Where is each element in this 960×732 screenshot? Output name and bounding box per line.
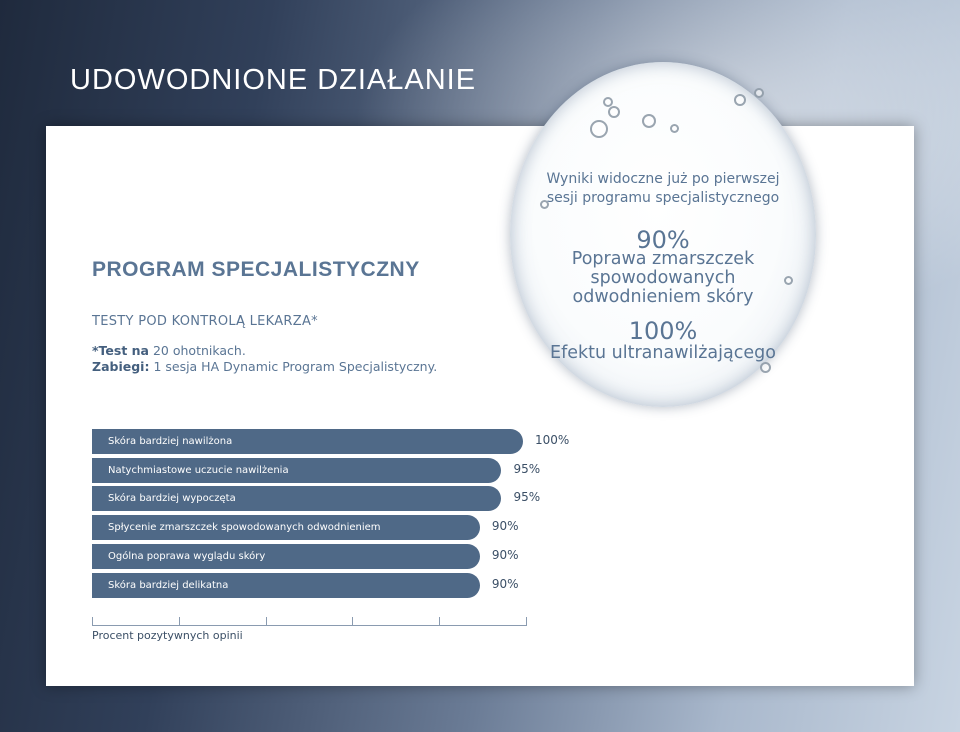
- x-axis-line: [92, 625, 526, 626]
- test-note: [92, 343, 246, 358]
- program-title: PROGRAM SPECJALISTYCZNY: [92, 258, 420, 281]
- water-drop: [603, 97, 613, 107]
- chart-bar-label: Skóra bardziej delikatna: [108, 580, 229, 591]
- treatment-note: [92, 359, 437, 374]
- water-drop: [734, 94, 746, 106]
- water-drop: [670, 124, 679, 133]
- x-axis-tick: [439, 617, 440, 626]
- tests-caption: TESTY POD KONTROLĄ LEKARZA*: [92, 314, 318, 329]
- stat-hydration-value: 100%: [628, 317, 698, 345]
- chart-value-label: 95%: [513, 462, 541, 476]
- water-drop: [754, 88, 764, 98]
- stat-wrinkles-line: Poprawa zmarszczek: [571, 249, 755, 269]
- x-axis-tick: [352, 617, 353, 626]
- chart-bar-label: Skóra bardziej nawilżona: [108, 436, 233, 447]
- stat-wrinkles-line: spowodowanych: [590, 268, 736, 288]
- stat-wrinkles-description: [510, 250, 816, 307]
- chart-bar-label: Ogólna poprawa wyglądu skóry: [108, 551, 266, 562]
- x-axis-tick: [526, 617, 527, 626]
- treatment-note-label: Zabiegi:: [92, 359, 150, 374]
- bubble-intro: [510, 170, 816, 208]
- stat-wrinkles-line: odwodnieniem skóry: [572, 287, 754, 307]
- chart-bar-label: Natychmiastowe uczucie nawilżenia: [108, 465, 289, 476]
- chart-value-label: 90%: [491, 548, 519, 562]
- water-drop: [608, 106, 620, 118]
- test-note-value: 20 ohotnikach.: [152, 343, 246, 358]
- x-axis-label: Procent pozytywnych opinii: [92, 629, 243, 642]
- chart-value-label: 95%: [513, 490, 541, 504]
- bubble-intro-line: Wyniki widoczne już po pierwszej: [546, 171, 780, 187]
- treatment-note-value: 1 sesja HA Dynamic Program Specjalistyczny.: [153, 359, 438, 374]
- x-axis-tick: [179, 617, 180, 626]
- water-drop: [590, 120, 608, 138]
- water-drop: [760, 362, 771, 373]
- chart-bar-label: Spłycenie zmarszczek spowodowanych odwodnieniem: [108, 522, 381, 533]
- x-axis-tick: [266, 617, 267, 626]
- x-axis-tick: [92, 617, 93, 626]
- water-drop: [642, 114, 656, 128]
- page-title: UDOWODNIONE DZIAŁANIE: [70, 64, 477, 96]
- chart-value-label: 90%: [491, 519, 519, 533]
- chart-value-label: 90%: [491, 577, 519, 591]
- stat-wrinkles-value: 90%: [636, 226, 690, 254]
- stat-hydration-label: Efektu ultranawilżającego: [550, 343, 776, 363]
- chart-value-label: 100%: [535, 433, 570, 447]
- test-note-label: *Test na: [92, 343, 149, 358]
- chart-bar-label: Skóra bardziej wypoczęta: [108, 493, 236, 504]
- bubble-intro-line: sesji programu specjalistycznego: [546, 190, 780, 206]
